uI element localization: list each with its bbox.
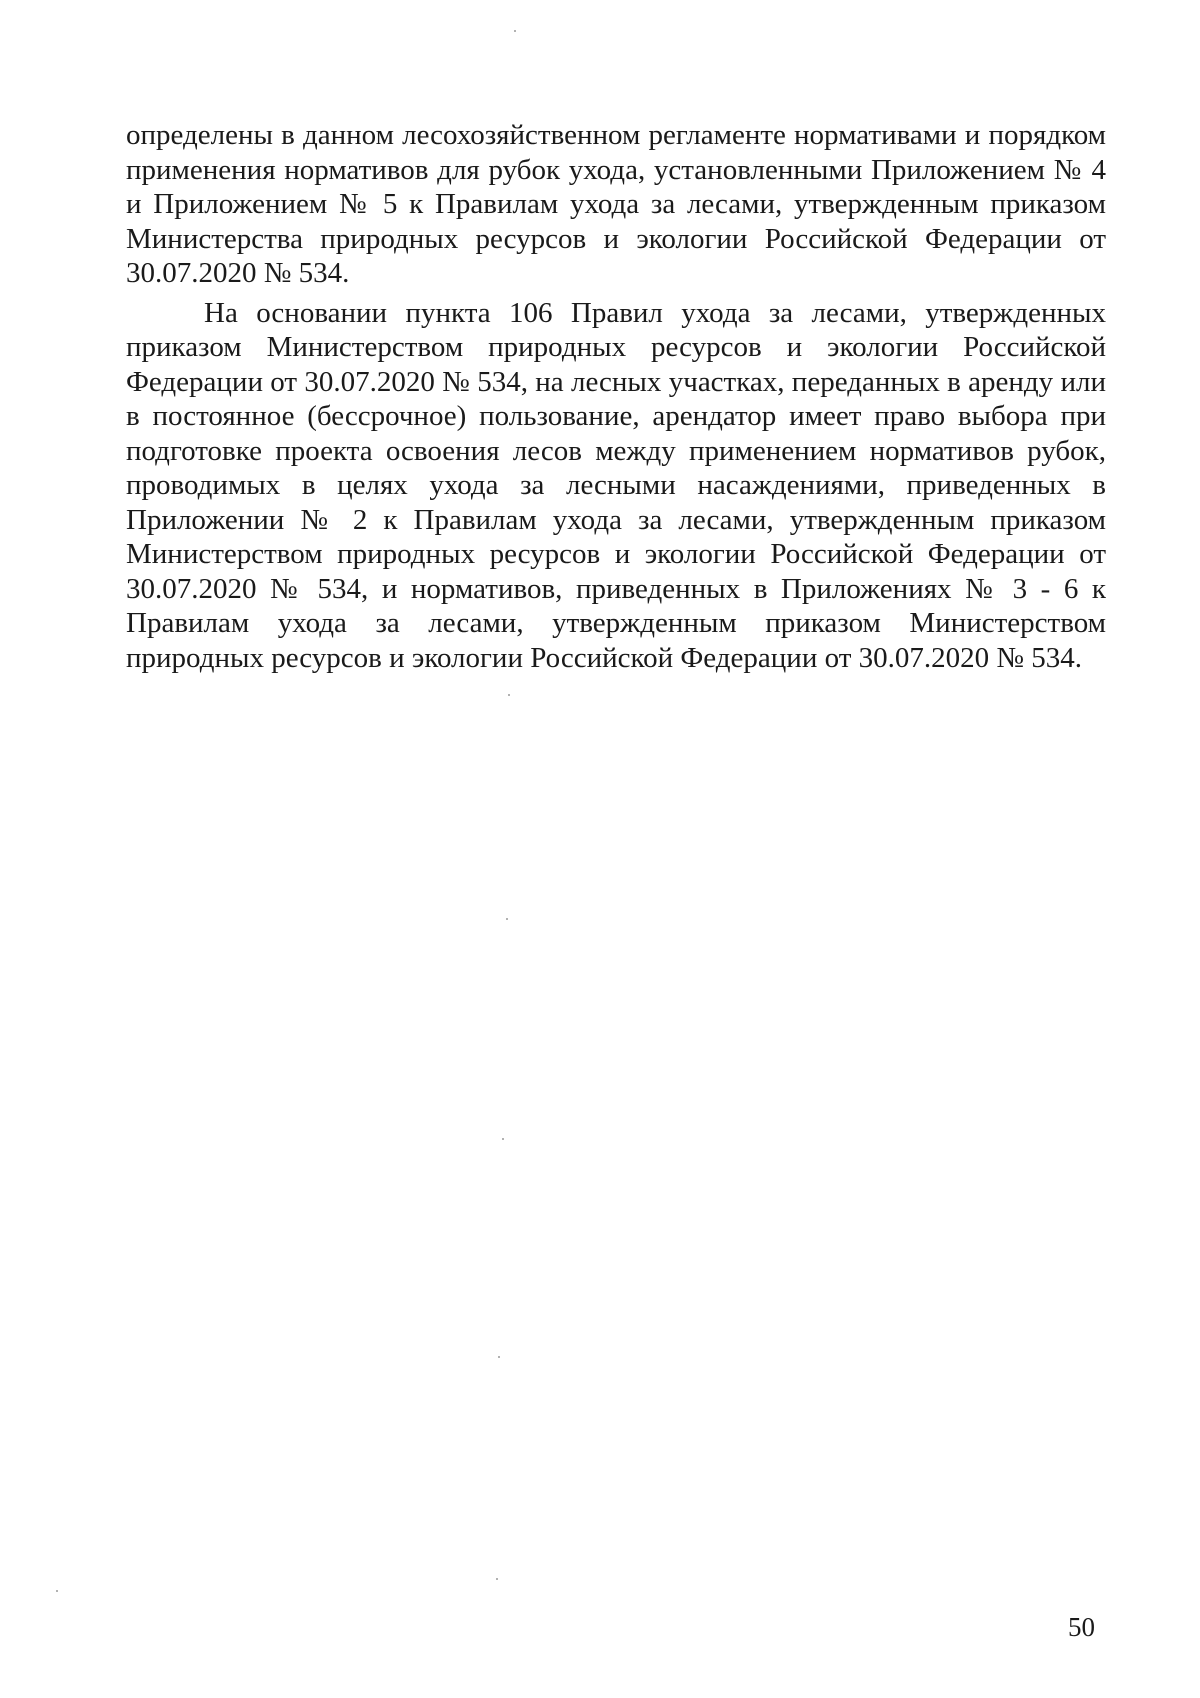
paragraph-rules-106: На основании пункта 106 Правил ухода за лесами, утвержденных приказом Министерством природных ресурсов и экологии Российской Федерации от 30.07.2020 № 534, на лесных участках, переданных в аренду или в постоянное (бессрочное) пользование, арендатор имеет право выбора при подготовке проекта освоения лесов между применением нормативов рубок, проводимых в целях ухода за лесными насаждениями, приведенных в Приложении № 2 к Правилам ухода за лесами, утвержденным приказом Министерством природных ресурсов и экологии Российской Федерации от 30.07.2020 № 534, и нормативов, приведенных в Приложениях № 3 - 6 к Правилам ухода за лесами, утвержденным приказом Министерством природных ресурсов и экологии Российской Федерации от 30.07.2020 № 534. (126, 296, 1106, 674)
scan-speck (514, 30, 516, 32)
scan-speck (506, 918, 508, 920)
page-number: 50 (1068, 1612, 1095, 1642)
scan-speck (56, 1590, 58, 1592)
scan-speck (496, 1578, 498, 1580)
scan-speck (498, 1356, 500, 1358)
paragraph-continuation: определены в данном лесохозяйственном регламенте нормативами и порядком применения нормативов для рубок ухода, установленными Приложением № 4 и Приложением № 5 к Правилам ухода за лесами, утвержденным приказом Министерства природных ресурсов и экологии Российской Федерации от 30.07.2020 № 534. (126, 119, 1106, 289)
scan-speck (508, 694, 510, 696)
scan-speck (502, 1138, 504, 1140)
body-text (126, 118, 1106, 675)
